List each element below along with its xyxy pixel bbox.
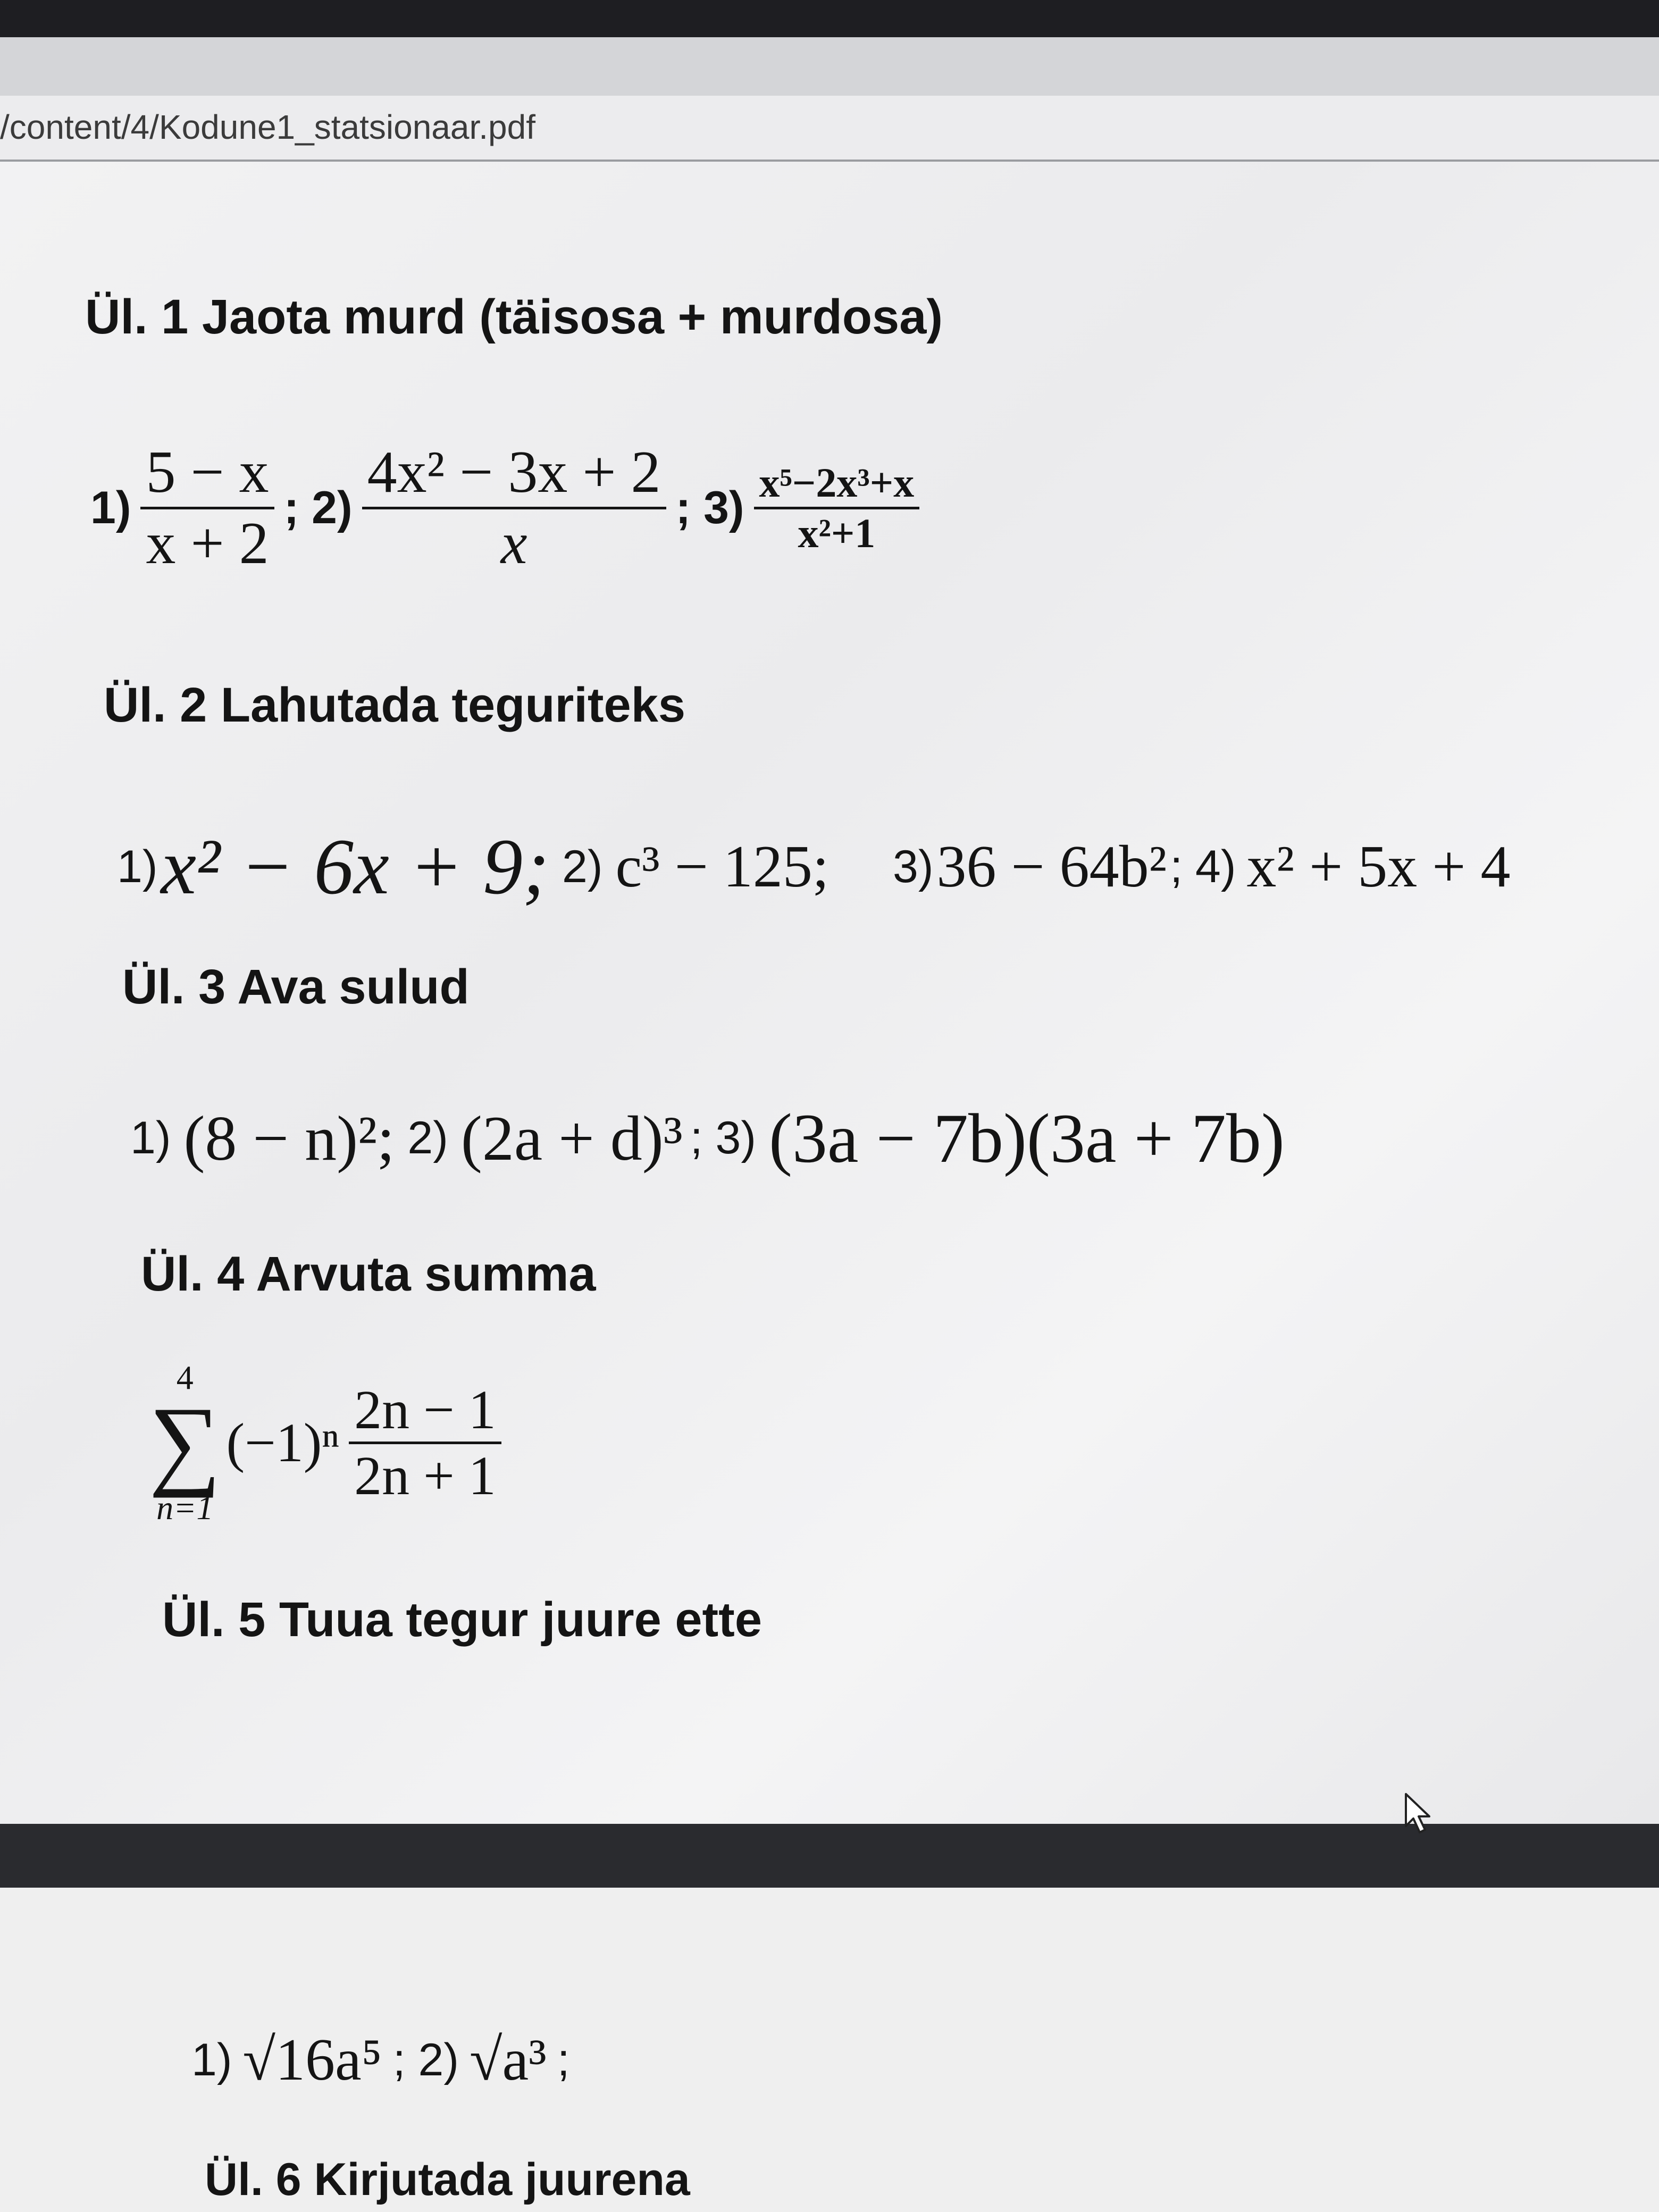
- exercise-5-title: Ül. 5 Tuua tegur juure ette: [162, 1593, 762, 1647]
- exercise-5-items: [191, 2026, 570, 2094]
- fraction-numerator: 4x² − 3x + 2: [367, 439, 661, 505]
- browser-toolbar: [0, 37, 1659, 96]
- item-label: 3): [893, 841, 934, 892]
- sign-term: (−1)ⁿ: [226, 1412, 340, 1473]
- expression: √a³: [469, 2027, 547, 2093]
- sigma-symbol: ∑: [149, 1387, 221, 1498]
- fraction-2: [362, 438, 666, 578]
- mouse-pointer-icon: [1404, 1792, 1436, 1837]
- fraction-denominator: 2n + 1: [354, 1445, 496, 1506]
- item-label: 1): [90, 482, 131, 533]
- fraction-numerator: 2n − 1: [354, 1379, 496, 1440]
- url-text: /content/4/Kodune1_statsionaar.pdf: [0, 108, 535, 146]
- monitor-bezel: [0, 0, 1659, 37]
- expression: (3a − 7b)(3a + 7b): [768, 1099, 1285, 1177]
- fraction-denominator: x: [500, 510, 527, 576]
- fraction-denominator: x + 2: [146, 510, 269, 576]
- expression: (8 − n)²;: [183, 1102, 395, 1174]
- item-label: ; 3): [690, 1112, 756, 1163]
- expression: c³ − 125;: [615, 833, 830, 900]
- exercise-2-items: [117, 821, 1510, 912]
- item-label: 2): [562, 841, 603, 892]
- exercise-1-items: [90, 438, 929, 578]
- exercise-2-title: Ül. 2 Lahutada teguriteks: [104, 678, 686, 732]
- item-label: 1): [191, 2034, 232, 2085]
- exercise-3-title: Ül. 3 Ava sulud: [122, 960, 470, 1014]
- item-label: ; 4): [1170, 841, 1236, 892]
- expression: √16a⁵: [242, 2027, 382, 2093]
- pdf-page-1: [0, 162, 1659, 1829]
- sigma-group: [149, 1358, 221, 1528]
- expression: x² − 6x + 9;: [161, 823, 549, 911]
- address-bar[interactable]: [0, 96, 1659, 162]
- exercise-4-title: Ül. 4 Arvuta summa: [141, 1247, 596, 1301]
- summation-expression: [149, 1358, 511, 1528]
- expression: (2a + d)³: [460, 1102, 683, 1174]
- exercise-1-title: Ül. 1 Jaota murd (täisosa + murdosa): [85, 290, 943, 344]
- expression: 36 − 64b²: [936, 833, 1167, 900]
- summation-fraction: [349, 1378, 501, 1507]
- exercise-3-items: [130, 1097, 1285, 1179]
- item-label: ; 2): [392, 2034, 459, 2085]
- item-label: ;: [557, 2034, 570, 2085]
- item-label: ; 3): [675, 482, 744, 533]
- item-label: ; 2): [283, 482, 353, 533]
- fraction-1: [140, 438, 274, 578]
- expression: x² + 5x + 4: [1246, 833, 1511, 900]
- item-label: 1): [117, 841, 158, 892]
- pdf-page-2: [0, 1888, 1659, 2212]
- exercise-6-title: Ül. 6 Kirjutada juurena: [205, 2154, 690, 2205]
- fraction-numerator: x⁵−2x³+x: [759, 459, 915, 506]
- item-label: 2): [407, 1112, 448, 1163]
- fraction-numerator: 5 − x: [146, 439, 269, 505]
- fraction-3: [754, 459, 920, 557]
- sigma-upper-limit: 4: [176, 1359, 194, 1396]
- sigma-lower-limit: n=1: [156, 1489, 214, 1527]
- item-label: 1): [130, 1112, 171, 1163]
- fraction-denominator: x²+1: [798, 510, 876, 556]
